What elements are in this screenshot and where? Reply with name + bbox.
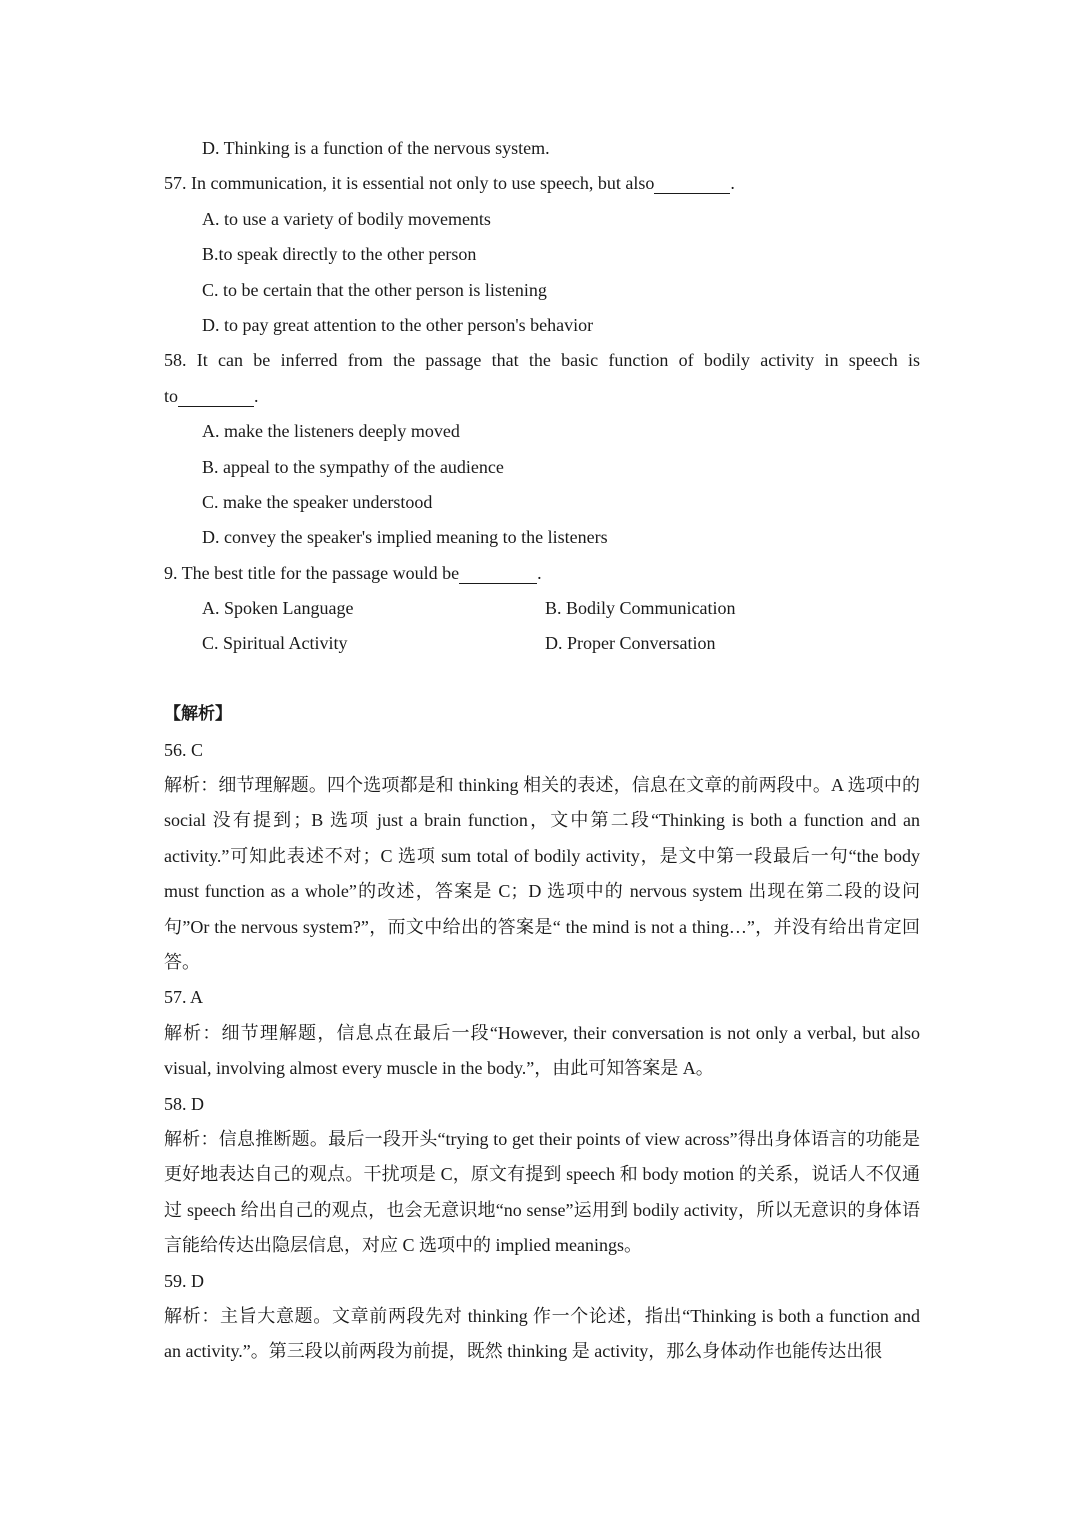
q57-stem-text: 57. In communication, it is essential not only to use speech, but also: [164, 173, 655, 194]
q59-option-d: D. Proper Conversation: [545, 633, 716, 654]
q59-option-a: A. Spoken Language: [202, 598, 354, 619]
q59-option-b: B. Bodily Communication: [545, 598, 736, 619]
q58-stem-line2: [164, 379, 920, 414]
analysis-header: 【解析】: [164, 704, 232, 725]
answer-56-label: 56. C: [164, 739, 204, 760]
q58-option-a: A. make the listeners deeply moved: [202, 421, 460, 442]
q58-answer-blank: [178, 386, 254, 407]
q57-option-a: A. to use a variety of bodily movements: [202, 208, 491, 229]
q58-stem-to: to: [164, 385, 179, 406]
q59-option-c: C. Spiritual Activity: [202, 633, 348, 654]
answer-57-explanation: 解析：细节理解题，信息点在最后一段“However, their conversation is not only a verbal, but also visual, involving almost every muscle in the body.”，由此可知答案是 A。: [164, 1022, 920, 1079]
q59-answer-blank: [459, 563, 537, 584]
answer-58-explanation: 解析：信息推断题。最后一段开头“trying to get their points of view across”得出身体语言的功能是更好地表达自己的观点。干扰项是 C，原文有提到 speech 和 body motion 的关系，说话人不仅通过 speech 给出自己的观点，也会无意识地“no sense”运用到 bodily activity，所以无意识的身体语言能给传达出隐层信息，对应 C 选项中的 implied meanings。: [164, 1129, 920, 1256]
q58-stem-end: .: [254, 385, 259, 406]
answer-59-explanation: 解析：主旨大意题。文章前两段先对 thinking 作一个论述，指出“Thinking is both a function and an activity.”。第三段以前两段为前提，既然 thinking 是 activity，那么身体动作也能传达出很: [164, 1306, 920, 1362]
q57-answer-blank: [654, 173, 730, 194]
q58-option-d: D. convey the speaker's implied meaning to the listeners: [202, 527, 608, 548]
q57-option-c: C. to be certain that the other person is listening: [202, 279, 547, 300]
answer-56-explanation: 解析：细节理解题。四个选项都是和 thinking 相关的表述，信息在文章的前两段中。A 选项中的 social 没有提到；B 选项 just a brain function，文中第二段“Thinking is both a function and an activity.”可知此表述不对；C 选项 sum total of bodily activity，是文中第一段最后一句“the body must function as a whole”的改述，答案是 C；D 选项中的 nervous system 出现在第二段的设问句”Or the nervous system?”，而文中给出的答案是“ the mind is not a thing…”，并没有给出肯定回答。: [164, 775, 920, 973]
q59-options-row-2: [164, 626, 920, 661]
q59-stem-text: 9. The best title for the passage would be: [164, 562, 460, 583]
q59-options-row-1: [164, 591, 920, 626]
answer-59-label: 59. D: [164, 1270, 204, 1291]
q57-stem: [164, 166, 920, 201]
q56-option-d: D. Thinking is a function of the nervous system.: [202, 138, 550, 158]
answer-57-label: 57. A: [164, 987, 204, 1008]
section-spacer: [164, 662, 920, 697]
q57-option-b: B.to speak directly to the other person: [202, 244, 477, 265]
q57-option-d: D. to pay great attention to the other person's behavior: [202, 314, 594, 335]
q58-stem-line1: 58. It can be inferred from the passage that the basic function of bodily activity in speech is: [164, 350, 920, 371]
q59-stem: [164, 556, 920, 591]
page-content: [164, 131, 920, 1370]
q57-stem-end: .: [730, 173, 735, 194]
q58-option-c: C. make the speaker understood: [202, 491, 433, 512]
q59-stem-end: .: [537, 562, 542, 583]
q58-option-b: B. appeal to the sympathy of the audience: [202, 456, 504, 477]
answer-58-label: 58. D: [164, 1093, 204, 1114]
